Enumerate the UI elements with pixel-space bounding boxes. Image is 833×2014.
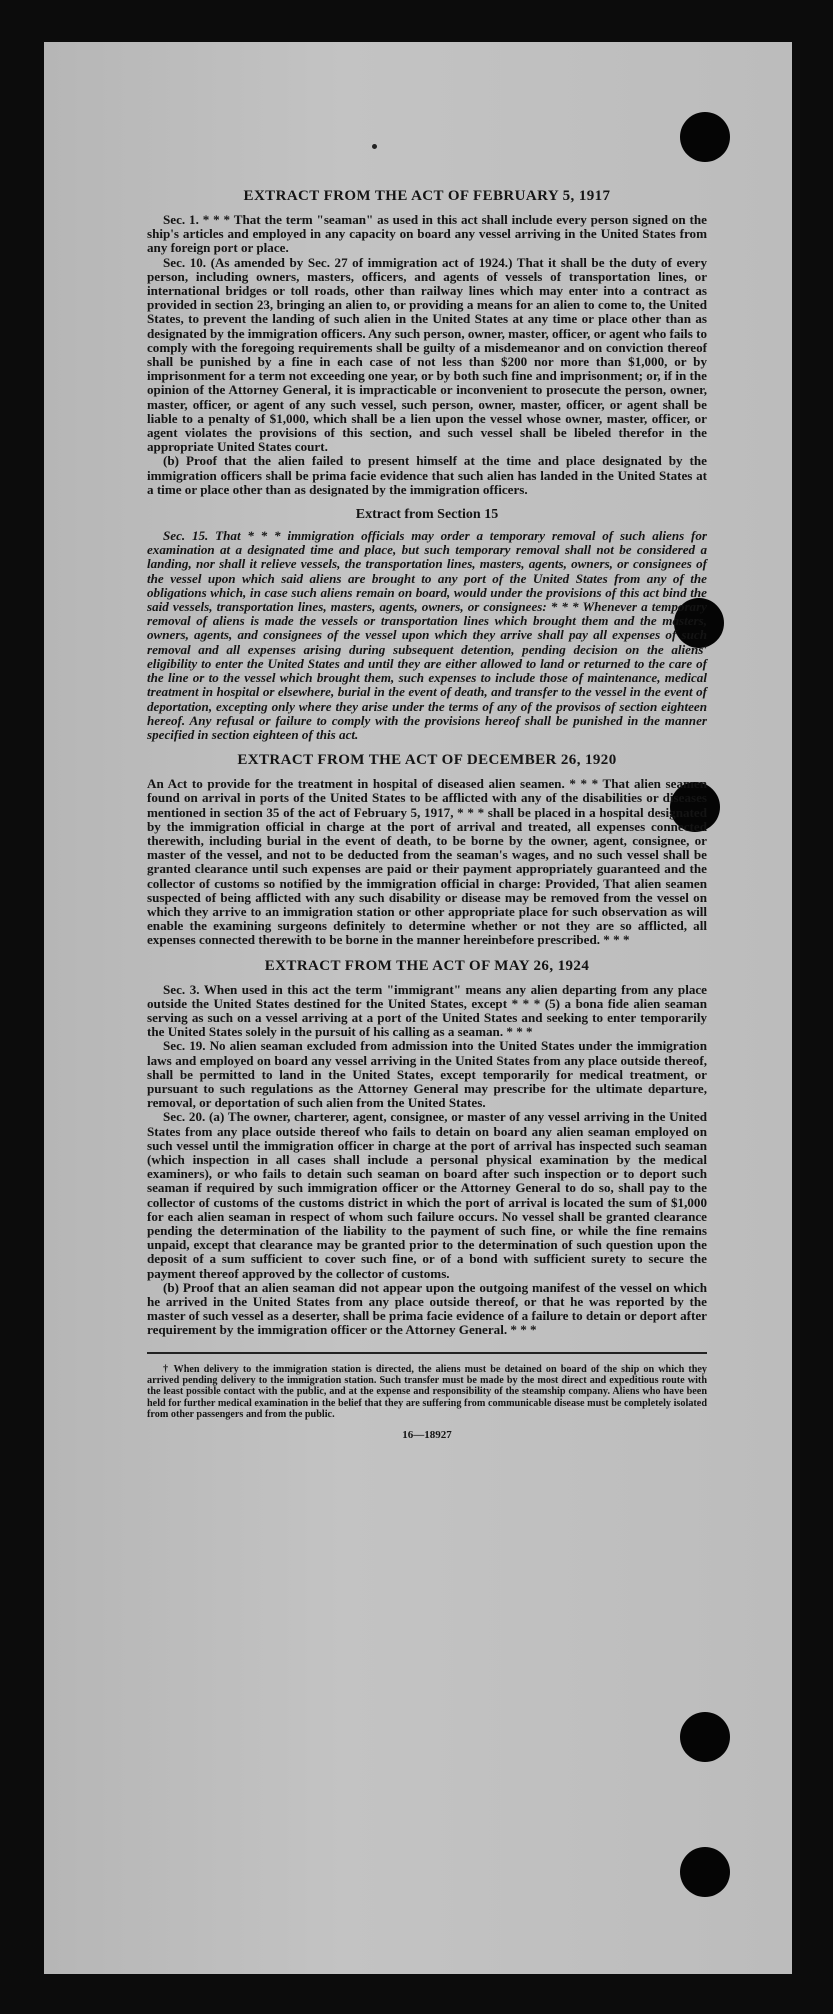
footnote-text: † When delivery to the immigration station is directed, the aliens must be detained on board of the ship on which they arrived pending delivery to the immigration station. Such transfer must be made by the most direct and expeditious route with the least possible contact with the public, and at the expense and responsibility of the steamship company. Aliens who have been held for further medical examination in the belief that they are suffering from communicable disease must be completely isolated from other passengers and from the public. xyxy=(147,1363,707,1421)
paragraph-sec-3: Sec. 3. When used in this act the term "immigrant" means any alien departing from any place outside the United States destined for the United States, except * * * (5) a bona fide alien seaman serving as such on a vessel arriving at a port of the United States and seeking to enter temporarily the United States solely in the pursuit of his calling as a seaman. * * * xyxy=(147,981,707,1040)
punch-dot xyxy=(372,144,377,149)
paragraph-act-1920: An Act to provide for the treatment in hospital of diseased alien seamen. * * * That alien seamen found on arrival in ports of the United States to be afflicted with any of the disabilities or diseases mentioned in section 35 of the act of February 5, 1917, * * * shall be placed in a hospital designated by the immigration official in charge at the port of arrival and treated, all expenses connected therewith, including burial in the event of death, to be borne by the owner, agent, consignee, or master of the vessel, and not to be deducted from the seaman's wages, and no such vessel shall be granted clearance until such expenses are paid or their payment appropriately guaranteed and the collector of customs so notified by the immigration official in charge: Provided, That alien seamen suspected of being afflicted with any such disability or disease may be removed from the vessel on which they arrive to an immigration station or other appropriate place for such observation as will enable the examining surgeons definitely to determine whether or not they are so afflicted, all expenses connected therewith to be borne in the manner hereinbefore prescribed. * * * xyxy=(147,776,707,948)
page-number: 16—18927 xyxy=(402,1428,452,1441)
paragraph-sec-15: Sec. 15. That * * * immigration officials may order a temporary removal of such aliens for examination at a designated time and place, but such temporary removal shall not be considered a landing, nor shall it relieve vessels, the transportation lines, masters, agents, owners, or consignees of the vessel upon which said aliens are brought to any port of the United States from any of the obligations which, in case such aliens remain on board, would under the provisions of this act bind the said vessels, transportation lines, masters, agents, owners, or consignees: * * * Whenever a temporary removal of aliens is made the vessels or transportation lines which brought them and the masters, owners, agents, and consignees of the vessel upon which they arrive shall pay all expenses of such removal and all expenses arising during subsequent detention, pending decision on the aliens' eligibility to enter the United States and until they are either allowed to land or returned to the care of the line or to the vessel which brought them, such expenses to include those of maintenance, medical treatment in hospital or elsewhere, burial in the event of death, and transfer to the vessel in the event of deportation, excepting only where they arise under the terms of any of the provisos of section eighteen hereof. Any refusal or failure to comply with the provisions hereof shall be punished in the manner specified in section eighteen of this act. xyxy=(147,528,707,742)
paragraph-sec-1: Sec. 1. * * * That the term "seaman" as used in this act shall include every person signed on the ship's articles and employed in any capacity on board any vessel arriving in the United States from any foreign port or place. xyxy=(147,212,707,256)
paragraph-proof-b: (b) Proof that the alien failed to present himself at the time and place designated by the immigration officers shall be prima facie evidence that such alien has landed in the United States at a time or place other than as designated by the immigration officers. xyxy=(147,453,707,497)
section-1924 xyxy=(147,983,707,1338)
punch-hole-bottom xyxy=(680,1847,730,1897)
heading-act-1920: EXTRACT FROM THE ACT OF DECEMBER 26, 1920 xyxy=(237,752,617,769)
heading-act-1917: EXTRACT FROM THE ACT OF FEBRUARY 5, 1917 xyxy=(243,188,611,204)
section-15 xyxy=(147,529,707,742)
paragraph-sec-10: Sec. 10. (As amended by Sec. 27 of immigration act of 1924.) That it shall be the duty of every person, including owners, masters, officers, and agents of vessels of transportation lines, or international bridges or toll roads, other than railway lines which may enter into a contract as provided in section 23, bringing an alien to, or providing a means for an alien to come to, the United States, to prevent the landing of such alien in the United States at any time or place other than as designated by the immigration officers. Any such person, owner, master, officer, or agent who fails to comply with the foregoing requirements shall be guilty of a misdemeanor and on conviction thereof shall be punished by a fine in each case of not less than $200 nor more than $1,000, or by imprisonment for a term not exceeding one year, or by both such fine and imprisonment; or, if in the opinion of the Attorney General, it is impracticable or inconvenient to prosecute the person, owner, master, officer, or agent of any such vessel, such person, owner, master, officer, or agent shall be liable to a penalty of $1,000, which shall be a lien upon the vessel whose owner, master, officer, or agent violates the provisions of this section, and such vessel shall be libeled therefor in the appropriate United States court. xyxy=(147,254,707,455)
punch-hole-top xyxy=(680,112,730,162)
subheading-section-15: Extract from Section 15 xyxy=(355,507,499,523)
section-1917 xyxy=(147,213,707,497)
footnote-divider xyxy=(147,1352,707,1354)
section-1920 xyxy=(147,777,707,947)
paragraph-sec-20a: Sec. 20. (a) The owner, charterer, agent, consignee, or master of any vessel arriving in the United States from any place outside thereof who fails to detain on board any alien seaman employed on such vessel until the immigration officer in charge at the port of arrival has inspected such seaman (which inspection in all cases shall include a personal physical examination by the medical examiners), or who fails to detain such seaman on board after such inspection or to deport such seaman if required by such immigration officer or the Attorney General to do so, shall pay to the collector of customs of the customs district in which the port of arrival is located the sum of $1,000 for each alien seaman in respect of whom such failure occurs. No vessel shall be granted clearance pending the determination of the liability to the payment of such fine, or while the fine remains unpaid, except that clearance may be granted prior to the determination of such question upon the deposit of a sum sufficient to cover such fine, or of a bond with sufficient surety to secure the payment thereof approved by the collector of customs. xyxy=(147,1109,707,1281)
footnote xyxy=(147,1364,707,1421)
heading-act-1924: EXTRACT FROM THE ACT OF MAY 26, 1924 xyxy=(264,957,590,974)
paragraph-sec-20b: (b) Proof that an alien seaman did not appear upon the outgoing manifest of the vessel on which he arrived in the United States from any place outside thereof, or that he was reported by the master of such vessel as a deserter, shall be prima facie evidence of a failure to detain or deport after requirement by the immigration officer or the Attorney General. * * * xyxy=(147,1279,707,1338)
document-text xyxy=(147,188,707,1441)
punch-hole-lower xyxy=(680,1712,730,1762)
paragraph-sec-19: Sec. 19. No alien seaman excluded from admission into the United States under the immigration laws and employed on board any vessel arriving in the United States from any place outside thereof, shall be permitted to land in the United States, except temporarily for medical treatment, or pursuant to such regulations as the Attorney General may prescribe for the ultimate departure, removal, or deportation of such alien from the United States. xyxy=(147,1038,707,1111)
